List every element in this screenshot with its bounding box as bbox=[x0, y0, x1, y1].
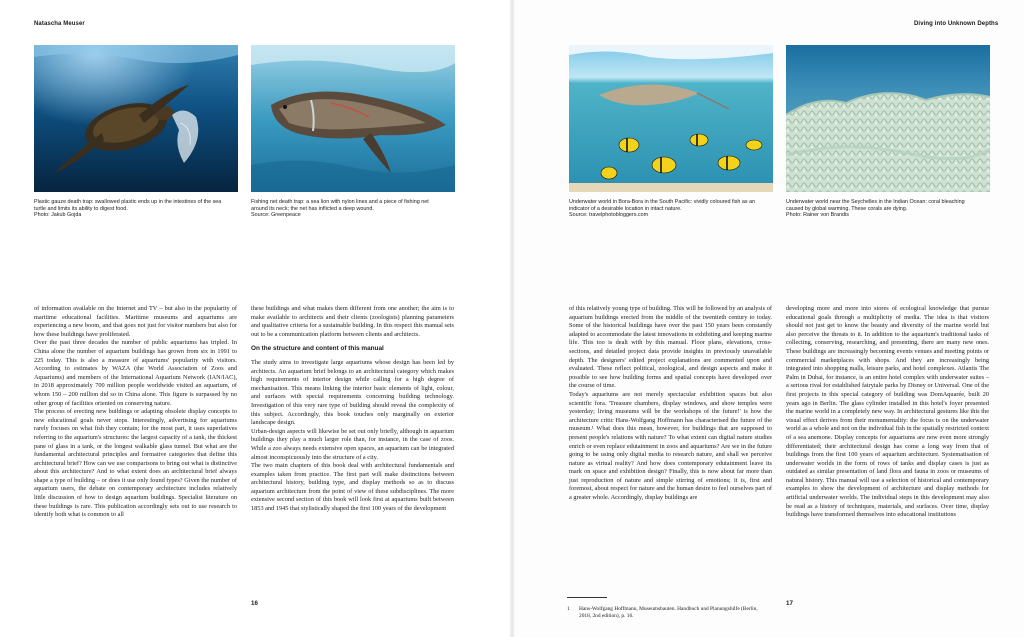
section-heading: On the structure and content of this manual bbox=[251, 345, 384, 353]
caption-credit: Photo: Rainer von Brandis bbox=[786, 212, 849, 218]
paragraph: Today's aquariums are not merely spectacular exhibition spaces but also scientific fora. 'Treasure chambers, display windows, and show temples were yesterday; living museums will be the workshops of the future!' is how the architecture critic Hans-Wolfgang Hoffmann has characterised the future of the museum.¹ What does this mean, however, for buildings that are supposed to present people's relations with nature? To what extent can digital nature studies enrich or even replace edutainment in zoos and aquariums? Are we in the future going to be using only digital media to research nature, and shall we perceive nature as virtual reality? And how does contemporary edutainment leave its mark on space and exhibition design? Finally, this is now about far more than just reproduction of nature and simple stirring of emotions; it is, first and foremost, about respect for nature and the human desire to feel ourselves part of a greater whole. Accordingly, display buildings are bbox=[569, 390, 772, 502]
caption-line: Fishing net death trap: a sea lion with nylon lines and a piece of fishing net bbox=[251, 199, 429, 205]
caption-line: turtle and limits its ability to digest food. bbox=[34, 205, 128, 212]
caption-line: indicator of a desirable location in intact nature. bbox=[569, 205, 682, 212]
footnote-text: Hans-Wolfgang Hoffmann, Museumsbauten. Handbuch und Planungshilfe (Berlin, 2018, 2nd edition), p. 16. bbox=[579, 606, 758, 619]
running-head-author: Natascha Meuser bbox=[34, 21, 85, 27]
text-column-1 bbox=[34, 305, 237, 520]
photo-sea-lion bbox=[251, 45, 455, 192]
caption-bora-bora bbox=[569, 199, 775, 219]
caption-seychelles bbox=[786, 199, 992, 219]
page-number-left: 16 bbox=[251, 600, 258, 607]
book-spine-shadow bbox=[509, 0, 515, 637]
paragraph: of information available on the Internet and TV – but also in the popularity of maritime educational facilities. Maritime museums and aquariums are experiencing a new boom, and that goes not just for visitor numbers but also for how these buildings have proliferated. bbox=[34, 305, 237, 338]
caption-line: Plastic gauze death trap: swallowed plastic ends up in the intestines of the sea bbox=[34, 199, 222, 205]
caption-turtle bbox=[34, 199, 240, 219]
caption-credit: Photo: Jakub Gojda bbox=[34, 212, 82, 218]
caption-line: Underwater world in Bora-Bora in the South Pacific: vividly coloured fish as an bbox=[569, 199, 756, 205]
paragraph: developing more and more into stores of ecological knowledge that pursue educational goals through a multiplicity of media. The idea is that visitors should not just get to know the beauty and diversity of the marine world but also perceive the threats to it. In addition to the aquarium's traditional tasks of collecting, conserving, researching, and presenting, there are many new ones. These buildings are increasingly becoming events venues and meeting points or commercial marketplaces with shops. And they are increasingly being integrated into shopping malls, leisure parks, and hotel complexes. Atlantis The Palm in Dubai, for instance, is an entire hotel complex with underwater suites – a serious rival for established fairytale parks by Disney or Universal. One of the first projects in this special category of building was DomAquarée, built 20 years ago in Berlin. The glass cylinder installed in this hotel's foyer presented the marine world in a completely new way. In architectural gestures like this the visual effect derives from their monumentality: the focus is on the underwater world as a whole and not on the individual fish in the spatially restricted context of a sea anemone. Display concepts for aquariums are now even more strongly differentiated; their architectural design has come a long way from that of buildings from the first 100 years of aquarium architecture. Systematisation of underwater worlds in the form of rows of tanks and display cases is just as outdated as similar presentation of land flora and fauna in zoos or museums of natural history. This manual will use a selection of historical and contemporary examples to show the development of architecture and display methods for artificial underwater worlds. The individual steps in this development may also be read as a history of techniques, materials, and surfaces. Over time, display buildings have transformed themselves into educational institutions bbox=[786, 305, 989, 519]
paragraph: The study aims to investigate large aquariums whose design has been led by architects. An aquarium brief belongs to an architectural category which makes high requirements of interior design while calling for a high degree of mechanisation. This means linking the interior basic elements of light, colour, and surfaces with special requirements concerning building technology. Investigation of this very rare type of building should reveal the complexity of this subject. Accordingly, this book touches only marginally on exterior landscape design. bbox=[251, 358, 454, 427]
running-head-title: Diving into Unknown Depths bbox=[914, 21, 999, 27]
caption-line: around its neck; the net has inflicted a deep wound. bbox=[251, 205, 374, 212]
paragraph: of this relatively young type of building. This will be followed by an analysis of aquarium buildings erected from the middle of the twentieth century to today. Some of the historical buildings have over the past 150 years been constantly adapted to accommodate the latest innovations in exhibiting and keeping marine life. This too is dealt with by this manual. Floor plans, elevations, cross-sections, and detailed project data provide insights in previously unavailable depth. The designers' edited project explanations are commented upon and evaluated. These reflect political, zoological, and design aspects and make it possible to see how building forms and spatial concepts have developed over the course of time. bbox=[569, 305, 772, 390]
footnote bbox=[567, 597, 767, 620]
paragraph: The two main chapters of this book deal with architectural fundamentals and examples taken from practice. The first part will make distinctions between architectural history, building type, and display methods so as to discuss aquarium architecture from the point of view of these subdisciplines. The more extensive second section of this book will look first at aquariums built between 1853 and 1945 that stylistically shaped the first 100 years of the development bbox=[251, 462, 454, 513]
text-column-3 bbox=[569, 305, 772, 503]
caption-line: caused by global warming. These corals are dying. bbox=[786, 205, 908, 212]
paragraph: Urban-design aspects will likewise be set out only briefly, although in aquarium buildings they play a much larger role than, for instance, in the case of zoos. While a zoo always needs extensive open spaces, an aquarium can be integrated almost inconspicuously into the structure of a city. bbox=[251, 427, 454, 461]
caption-sea-lion bbox=[251, 199, 457, 219]
photo-sea-turtle bbox=[34, 45, 238, 192]
caption-credit: Source: Greenpeace bbox=[251, 212, 301, 218]
photo-bleached-coral bbox=[786, 45, 990, 192]
photo-bora-bora-reef bbox=[569, 45, 773, 192]
paragraph: Over the past three decades the number of public aquariums has tripled. In China alone the number of aquarium buildings has grown from six in 1991 to 225 today. This is also a measure of aquariums' popularity with visitors. According to estimates by WAZA (the World Association of Zoos and Aquariums) and members of the International Aquarium Network (IAN/IAC), in 2018 approximately 700 million people worldwide visited an aquarium, of whom 150 – 200 million did so in China alone. This figure is surpassed by no other group of facilities oriented on conserving nature. bbox=[34, 339, 237, 407]
page-number-right: 17 bbox=[786, 600, 793, 607]
paragraph: these buildings and what makes them different from one another; the aim is to make available to architects and their clients (zoologists) planning parameters and qualitative criteria for a sustainable building. In this respect this manual sets out to be a communication platform between clients and architects. bbox=[251, 305, 454, 338]
text-column-2 bbox=[251, 305, 454, 514]
caption-credit: Source: travelphotobloggers.com bbox=[569, 212, 649, 218]
caption-line: Underwater world near the Seychelles in the Indian Ocean: coral bleaching bbox=[786, 199, 965, 205]
footnote-number: 1 bbox=[567, 606, 570, 612]
text-column-4 bbox=[786, 305, 989, 520]
paragraph: The process of erecting new buildings or adapting obsolete display concepts to new educational goals never stops. Interestingly, advertising for aquariums rarely focuses on what fish they contain; for the most part, it uses superlatives referring to the aquarium's structures: the largest capacity of a tank, the thickest pane of glass in a tank, or the longest walkable glass tunnel. But what are the fundamental architectural principles and formative categories that define this architectural brief? How can we use comparisons to bring out what is distinctive about this architecture? And to what extent does an architectural brief always shape a type of building – or does it use only found types? Given the number of aquarium users, the debate on contemporary architecture includes relatively little discussion of how to design aquarium buildings. Specialist literature on these buildings is rare. This publication accordingly sets out to use research to identify both what is common to all bbox=[34, 408, 237, 519]
footnote-rule bbox=[567, 597, 607, 598]
